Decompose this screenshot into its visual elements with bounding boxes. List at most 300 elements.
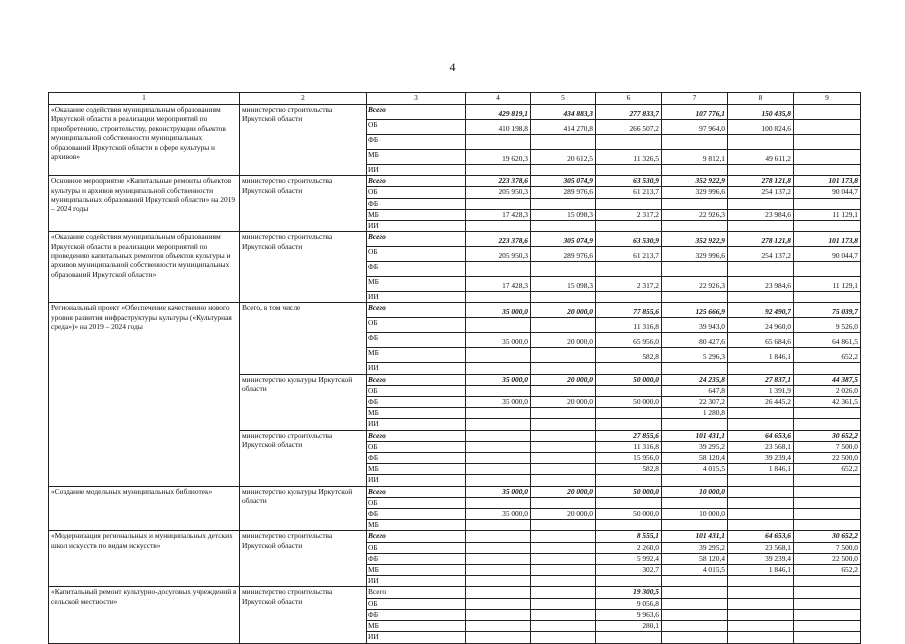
value-cell <box>662 520 728 531</box>
value-cell: 61 213,7 <box>596 247 662 262</box>
value-cell: 22 500,0 <box>794 453 861 464</box>
value-cell: 107 776,1 <box>662 105 728 120</box>
value-cell: 24 960,0 <box>728 318 794 333</box>
value-cell: 8 555,1 <box>596 531 662 542</box>
value-cell <box>794 621 861 632</box>
measure-description: Основное мероприятие «Капитальные ремонты объектов культуры и архивов муниципальной собственности муниципальных образований Иркутской области» на 2019 – 2024 годы <box>49 176 240 232</box>
funding-source: ИИ <box>367 292 466 303</box>
funding-source: Всего <box>367 176 466 187</box>
value-cell <box>531 464 596 475</box>
table-row <box>49 531 861 542</box>
value-cell <box>531 475 596 486</box>
value-cell: 254 137,2 <box>728 187 794 198</box>
value-cell: 63 530,9 <box>596 176 662 187</box>
value-cell: 582,8 <box>596 464 662 475</box>
value-cell <box>531 292 596 303</box>
value-cell <box>531 542 596 553</box>
value-cell <box>728 363 794 374</box>
value-cell <box>531 262 596 277</box>
responsible-executor: министерство культуры Иркутской области <box>240 374 367 430</box>
responsible-executor: министерство строительства Иркутской области <box>240 176 367 232</box>
value-cell: 302,7 <box>596 565 662 576</box>
value-cell <box>728 632 794 643</box>
value-cell: 101 173,8 <box>794 176 861 187</box>
value-cell: 20 000,0 <box>531 333 596 348</box>
value-cell <box>662 135 728 150</box>
value-cell: 277 833,7 <box>596 105 662 120</box>
funding-source: ИИ <box>367 221 466 232</box>
table-row <box>49 176 861 187</box>
value-cell: 20 000,0 <box>531 397 596 408</box>
header-cell: 2 <box>240 93 367 105</box>
value-cell: 410 198,8 <box>466 120 531 135</box>
value-cell <box>728 621 794 632</box>
value-cell <box>531 221 596 232</box>
funding-source: Всего <box>367 587 466 598</box>
value-cell <box>794 363 861 374</box>
value-cell: 278 121,8 <box>728 232 794 247</box>
value-cell: 44 387,5 <box>794 374 861 385</box>
value-cell <box>662 165 728 176</box>
measure-description: Региональный проект «Обеспечение качественно нового уровня развития инфраструктуры культуры («Культурная среда»)» на 2019 – 2024 годы <box>49 303 240 486</box>
value-cell <box>662 587 728 598</box>
value-cell <box>728 497 794 508</box>
value-cell <box>728 165 794 176</box>
value-cell <box>728 609 794 620</box>
funding-source: ОБ <box>367 187 466 198</box>
header-row <box>49 93 861 105</box>
value-cell <box>466 621 531 632</box>
value-cell <box>662 292 728 303</box>
value-cell: 11 129,1 <box>794 277 861 292</box>
value-cell <box>466 385 531 396</box>
value-cell: 15 956,0 <box>596 453 662 464</box>
value-cell <box>794 576 861 587</box>
header-cell: 9 <box>794 93 861 105</box>
value-cell: 35 000,0 <box>466 303 531 318</box>
funding-source: Всего <box>367 531 466 542</box>
value-cell <box>531 135 596 150</box>
value-cell: 278 121,8 <box>728 176 794 187</box>
value-cell: 2 026,0 <box>794 385 861 396</box>
page-number: 4 <box>449 60 456 74</box>
responsible-executor: министерство строительства Иркутской области <box>240 105 367 176</box>
value-cell <box>728 292 794 303</box>
header-cell: 4 <box>466 93 531 105</box>
value-cell: 647,8 <box>662 385 728 396</box>
value-cell <box>794 609 861 620</box>
value-cell: 4 015,5 <box>662 565 728 576</box>
value-cell: 1 846,1 <box>728 464 794 475</box>
value-cell <box>794 135 861 150</box>
value-cell: 15 098,3 <box>531 209 596 220</box>
value-cell: 22 926,3 <box>662 277 728 292</box>
value-cell: 2 317,2 <box>596 209 662 220</box>
funding-source: ФБ <box>367 509 466 520</box>
funding-source: Всего <box>367 232 466 247</box>
value-cell <box>794 408 861 419</box>
value-cell <box>728 486 794 497</box>
value-cell: 90 044,7 <box>794 187 861 198</box>
value-cell: 20 612,5 <box>531 150 596 165</box>
value-cell: 19 300,5 <box>596 587 662 598</box>
value-cell <box>466 292 531 303</box>
funding-source: Всего <box>367 105 466 120</box>
value-cell: 65 956,0 <box>596 333 662 348</box>
value-cell: 90 044,7 <box>794 247 861 262</box>
funding-source: ОБ <box>367 120 466 135</box>
value-cell <box>662 632 728 643</box>
value-cell <box>794 198 861 209</box>
value-cell: 11 129,1 <box>794 209 861 220</box>
value-cell: 289 976,6 <box>531 247 596 262</box>
funding-source: Всего <box>367 430 466 441</box>
value-cell <box>466 363 531 374</box>
value-cell: 101 173,8 <box>794 232 861 247</box>
value-cell <box>466 587 531 598</box>
value-cell <box>466 632 531 643</box>
value-cell <box>596 632 662 643</box>
value-cell <box>794 509 861 520</box>
value-cell <box>728 419 794 430</box>
value-cell: 50 000,0 <box>596 397 662 408</box>
value-cell <box>794 120 861 135</box>
value-cell <box>662 497 728 508</box>
value-cell: 2 317,2 <box>596 277 662 292</box>
value-cell <box>596 520 662 531</box>
funding-source: ИИ <box>367 632 466 643</box>
funding-source: Всего <box>367 303 466 318</box>
value-cell <box>466 520 531 531</box>
value-cell <box>531 598 596 609</box>
value-cell <box>596 475 662 486</box>
value-cell: 58 120,4 <box>662 453 728 464</box>
value-cell: 35 000,0 <box>466 486 531 497</box>
value-cell: 652,2 <box>794 348 861 363</box>
value-cell: 75 039,7 <box>794 303 861 318</box>
value-cell <box>466 531 531 542</box>
value-cell: 434 883,3 <box>531 105 596 120</box>
measure-description: «Капитальный ремонт культурно-досуговых учреждений в сельской местности» <box>49 587 240 643</box>
funding-source: МБ <box>367 408 466 419</box>
funding-source: ИИ <box>367 576 466 587</box>
value-cell <box>466 576 531 587</box>
value-cell: 429 819,1 <box>466 105 531 120</box>
value-cell <box>728 587 794 598</box>
value-cell <box>596 221 662 232</box>
value-cell: 27 855,6 <box>596 430 662 441</box>
value-cell: 39 295,2 <box>662 542 728 553</box>
funding-source: ОБ <box>367 318 466 333</box>
value-cell <box>794 497 861 508</box>
value-cell: 150 435,8 <box>728 105 794 120</box>
value-cell <box>466 542 531 553</box>
header-cell: 1 <box>49 93 240 105</box>
value-cell <box>531 198 596 209</box>
value-cell <box>466 441 531 452</box>
value-cell: 11 316,8 <box>596 441 662 452</box>
value-cell <box>794 587 861 598</box>
funding-source: ФБ <box>367 553 466 564</box>
value-cell <box>662 609 728 620</box>
value-cell <box>466 262 531 277</box>
funding-source: ОБ <box>367 441 466 452</box>
value-cell: 1 280,8 <box>662 408 728 419</box>
value-cell <box>728 520 794 531</box>
value-cell: 35 000,0 <box>466 374 531 385</box>
value-cell <box>466 135 531 150</box>
value-cell: 582,8 <box>596 348 662 363</box>
value-cell: 5 296,3 <box>662 348 728 363</box>
value-cell <box>794 221 861 232</box>
funding-source: МБ <box>367 277 466 292</box>
value-cell <box>531 408 596 419</box>
value-cell: 17 428,3 <box>466 209 531 220</box>
value-cell <box>531 419 596 430</box>
responsible-executor: министерство строительства Иркутской области <box>240 430 367 486</box>
value-cell: 23 568,1 <box>728 441 794 452</box>
responsible-executor: министерство культуры Иркутской области <box>240 486 367 531</box>
value-cell <box>794 419 861 430</box>
value-cell <box>531 632 596 643</box>
value-cell: 10 000,0 <box>662 509 728 520</box>
responsible-executor: министерство строительства Иркутской области <box>240 587 367 643</box>
responsible-executor: министерство строительства Иркутской области <box>240 232 367 303</box>
value-cell: 23 984,6 <box>728 209 794 220</box>
value-cell <box>794 150 861 165</box>
value-cell <box>596 576 662 587</box>
value-cell: 7 500,0 <box>794 441 861 452</box>
value-cell: 652,2 <box>794 565 861 576</box>
value-cell <box>728 135 794 150</box>
value-cell <box>531 587 596 598</box>
value-cell <box>662 363 728 374</box>
value-cell <box>466 497 531 508</box>
value-cell <box>531 385 596 396</box>
value-cell: 305 074,9 <box>531 232 596 247</box>
table-row <box>49 232 861 247</box>
value-cell: 7 500,0 <box>794 542 861 553</box>
value-cell <box>794 598 861 609</box>
funding-source: ОБ <box>367 385 466 396</box>
value-cell: 352 922,9 <box>662 176 728 187</box>
funding-source: МБ <box>367 464 466 475</box>
value-cell <box>531 609 596 620</box>
value-cell <box>662 221 728 232</box>
funding-source: МБ <box>367 150 466 165</box>
measure-description: «Модернизация региональных и муниципальных детских школ искусств по видам искусств» <box>49 531 240 587</box>
value-cell: 20 000,0 <box>531 486 596 497</box>
value-cell: 280,1 <box>596 621 662 632</box>
funding-source: Всего <box>367 374 466 385</box>
value-cell <box>466 565 531 576</box>
table-row <box>49 303 861 318</box>
value-cell <box>728 198 794 209</box>
value-cell <box>794 475 861 486</box>
value-cell: 39 239,4 <box>728 553 794 564</box>
value-cell <box>466 318 531 333</box>
value-cell: 50 000,0 <box>596 486 662 497</box>
funding-source: ОБ <box>367 542 466 553</box>
value-cell: 64 653,6 <box>728 430 794 441</box>
value-cell: 22 926,3 <box>662 209 728 220</box>
funding-source: ИИ <box>367 165 466 176</box>
value-cell <box>466 348 531 363</box>
value-cell: 35 000,0 <box>466 509 531 520</box>
value-cell: 11 326,5 <box>596 150 662 165</box>
value-cell <box>728 262 794 277</box>
value-cell <box>531 565 596 576</box>
value-cell <box>531 520 596 531</box>
value-cell: 289 976,6 <box>531 187 596 198</box>
value-cell: 352 922,9 <box>662 232 728 247</box>
funding-source: МБ <box>367 348 466 363</box>
value-cell <box>596 198 662 209</box>
funding-source: МБ <box>367 621 466 632</box>
value-cell: 254 137,2 <box>728 247 794 262</box>
value-cell <box>662 598 728 609</box>
responsible-executor: министерство строительства Иркутской области <box>240 531 367 587</box>
value-cell <box>794 292 861 303</box>
funding-source: МБ <box>367 565 466 576</box>
funding-source: ОБ <box>367 247 466 262</box>
header-cell: 6 <box>596 93 662 105</box>
value-cell <box>531 430 596 441</box>
value-cell: 100 824,6 <box>728 120 794 135</box>
value-cell <box>794 165 861 176</box>
value-cell <box>728 576 794 587</box>
value-cell: 329 996,6 <box>662 247 728 262</box>
value-cell: 24 235,8 <box>662 374 728 385</box>
value-cell <box>596 408 662 419</box>
value-cell: 223 378,6 <box>466 176 531 187</box>
funding-source: ОБ <box>367 598 466 609</box>
value-cell: 64 653,6 <box>728 531 794 542</box>
funding-source: ИИ <box>367 419 466 430</box>
value-cell <box>466 408 531 419</box>
value-cell <box>662 621 728 632</box>
value-cell: 20 000,0 <box>531 303 596 318</box>
value-cell <box>466 453 531 464</box>
value-cell <box>794 262 861 277</box>
value-cell: 1 846,1 <box>728 565 794 576</box>
value-cell: 101 431,1 <box>662 430 728 441</box>
value-cell <box>596 497 662 508</box>
value-cell <box>794 105 861 120</box>
value-cell <box>466 553 531 564</box>
value-cell <box>728 475 794 486</box>
value-cell: 50 000,0 <box>596 509 662 520</box>
value-cell <box>596 262 662 277</box>
value-cell: 9 812,1 <box>662 150 728 165</box>
value-cell <box>531 318 596 333</box>
budget-table <box>48 92 861 644</box>
value-cell: 205 950,3 <box>466 187 531 198</box>
value-cell: 35 000,0 <box>466 333 531 348</box>
value-cell <box>662 262 728 277</box>
value-cell: 23 568,1 <box>728 542 794 553</box>
value-cell: 22 307,2 <box>662 397 728 408</box>
value-cell: 22 500,0 <box>794 553 861 564</box>
value-cell <box>531 553 596 564</box>
value-cell: 329 996,6 <box>662 187 728 198</box>
value-cell: 26 445,2 <box>728 397 794 408</box>
value-cell: 27 837,1 <box>728 374 794 385</box>
value-cell <box>728 598 794 609</box>
value-cell: 58 120,4 <box>662 553 728 564</box>
funding-source: ФБ <box>367 333 466 348</box>
value-cell: 266 507,2 <box>596 120 662 135</box>
value-cell <box>662 419 728 430</box>
value-cell <box>794 632 861 643</box>
value-cell: 23 984,6 <box>728 277 794 292</box>
value-cell: 9 963,6 <box>596 609 662 620</box>
value-cell: 125 666,9 <box>662 303 728 318</box>
value-cell: 101 431,1 <box>662 531 728 542</box>
value-cell: 39 239,4 <box>728 453 794 464</box>
value-cell <box>466 198 531 209</box>
funding-source: ФБ <box>367 453 466 464</box>
value-cell: 305 074,9 <box>531 176 596 187</box>
value-cell <box>531 497 596 508</box>
value-cell <box>596 292 662 303</box>
value-cell: 97 964,0 <box>662 120 728 135</box>
value-cell <box>596 363 662 374</box>
value-cell <box>596 165 662 176</box>
value-cell: 205 950,3 <box>466 247 531 262</box>
value-cell <box>466 221 531 232</box>
value-cell <box>531 621 596 632</box>
value-cell: 77 855,6 <box>596 303 662 318</box>
header-cell: 7 <box>662 93 728 105</box>
value-cell <box>466 464 531 475</box>
value-cell <box>531 576 596 587</box>
value-cell <box>794 520 861 531</box>
value-cell <box>531 441 596 452</box>
funding-source: ОБ <box>367 497 466 508</box>
value-cell <box>531 531 596 542</box>
value-cell <box>662 576 728 587</box>
funding-source: ФБ <box>367 609 466 620</box>
value-cell: 65 684,6 <box>728 333 794 348</box>
value-cell <box>466 419 531 430</box>
value-cell: 42 361,5 <box>794 397 861 408</box>
value-cell <box>596 135 662 150</box>
funding-source: ИИ <box>367 475 466 486</box>
measure-description: «Оказание содействия муниципальным образованиям Иркутской области в реализации мероприятий по приобретению, строительству, реконструкции объектов муниципальной собственности муниципальных образований Иркутской области в сфере культуры и архивов» <box>49 105 240 176</box>
funding-source: Всего <box>367 486 466 497</box>
value-cell: 50 000,0 <box>596 374 662 385</box>
value-cell <box>531 165 596 176</box>
value-cell <box>466 598 531 609</box>
value-cell <box>662 475 728 486</box>
value-cell <box>596 385 662 396</box>
value-cell <box>662 198 728 209</box>
value-cell: 10 000,0 <box>662 486 728 497</box>
funding-source: ИИ <box>367 363 466 374</box>
funding-source: ФБ <box>367 198 466 209</box>
value-cell: 39 295,2 <box>662 441 728 452</box>
value-cell: 20 000,0 <box>531 509 596 520</box>
funding-source: ФБ <box>367 262 466 277</box>
funding-source: ФБ <box>367 135 466 150</box>
funding-source: ФБ <box>367 397 466 408</box>
value-cell: 9 526,0 <box>794 318 861 333</box>
funding-source: МБ <box>367 209 466 220</box>
value-cell <box>466 165 531 176</box>
value-cell <box>596 419 662 430</box>
table-row <box>49 105 861 120</box>
